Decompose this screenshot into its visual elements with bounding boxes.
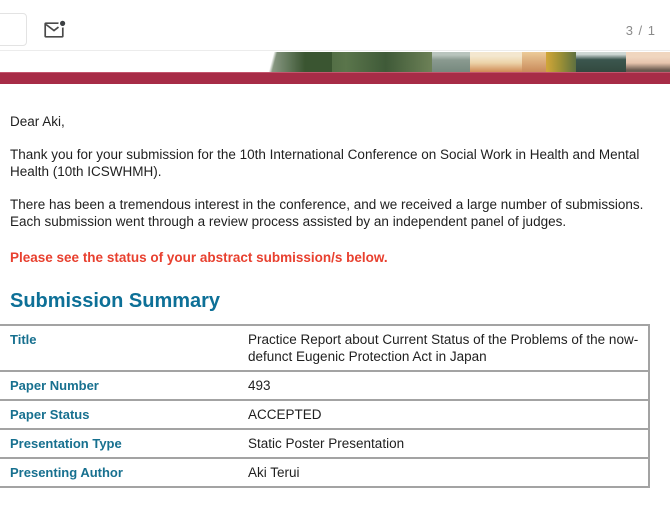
row-value: Aki Terui bbox=[248, 465, 300, 480]
mark-unread-button[interactable] bbox=[42, 18, 68, 44]
page-indicator: 3 / 1 bbox=[625, 23, 656, 38]
row-label: Paper Status bbox=[10, 407, 90, 422]
table-row-title bbox=[0, 325, 649, 371]
table-row-presentation-type bbox=[0, 429, 649, 458]
paragraph-thank-you: Thank you for your submission for the 10th International Conference on Social Work in Health and Mental Health (10th ICSWHMH). bbox=[10, 147, 640, 179]
section-title-submission-summary: Submission Summary bbox=[10, 290, 221, 312]
paragraph-review-process: There has been a tremendous interest in the conference, and we received a large number of submissions. Each submission went through a review process assisted by an independent panel of judges. bbox=[10, 197, 644, 229]
row-label: Title bbox=[10, 332, 37, 347]
greeting: Dear Aki, bbox=[10, 114, 65, 129]
row-value: Practice Report about Current Status of the Problems of the now-defunct Eugenic Protection Act in Japan bbox=[248, 332, 639, 364]
email-body bbox=[0, 83, 670, 488]
row-label: Presenting Author bbox=[10, 465, 123, 480]
row-label: Presentation Type bbox=[10, 436, 122, 451]
submission-summary-table bbox=[0, 324, 650, 488]
row-value: Static Poster Presentation bbox=[248, 436, 405, 451]
email-toolbar bbox=[0, 0, 670, 50]
status-notice: Please see the status of your abstract submission/s below. bbox=[10, 250, 388, 265]
row-label: Paper Number bbox=[10, 378, 99, 393]
banner-photo-strip bbox=[0, 52, 670, 72]
table-row-paper-number bbox=[0, 371, 649, 400]
partial-toolbar-button[interactable] bbox=[0, 13, 27, 46]
row-value: ACCEPTED bbox=[248, 407, 322, 422]
table-row-presenting-author bbox=[0, 458, 649, 487]
conference-banner-image bbox=[0, 50, 670, 83]
row-value: 493 bbox=[248, 378, 271, 393]
table-row-paper-status bbox=[0, 400, 649, 429]
envelope-mark-unread-icon bbox=[43, 30, 67, 45]
